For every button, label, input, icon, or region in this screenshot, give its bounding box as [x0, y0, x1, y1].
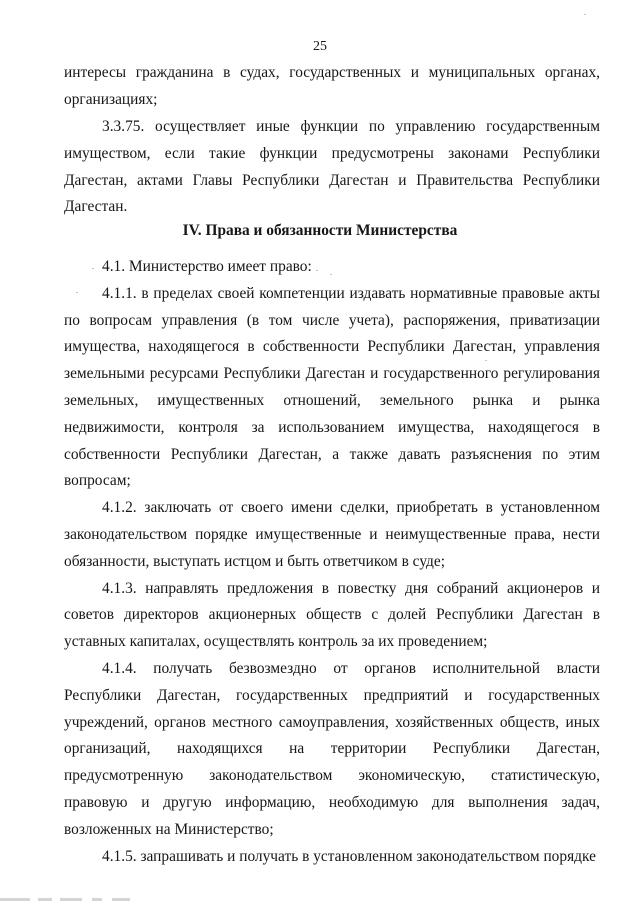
paragraph-3-3-75: 3.3.75. осуществляет иные функции по управлению государственным имуществом, если такие функции предусмотрены законами Республики Дагестан, актами Главы Республики Дагестан и Правительства Республики Дагестан.: [64, 118, 600, 216]
paragraph-4-1-2: 4.1.2. заключать от своего имени сделки, приобретать в установленном законодательством порядке имущественные и неимущественные права, нести обязанности, выступать истцом и быть ответчиком в суде;: [64, 499, 600, 570]
page-number: 25: [313, 39, 327, 54]
paragraph-4-1: 4.1. Министерство имеет право:: [102, 258, 312, 275]
section-heading: IV. Права и обязанности Министерства: [182, 222, 458, 239]
paragraph-continuation: интересы гражданина в судах, государственных и муниципальных органах, организациях;: [64, 64, 600, 108]
clause-3-3-75: [64, 114, 600, 221]
paragraph-4-1-5: 4.1.5. запрашивать и получать в установленном законодательством порядке: [102, 847, 596, 865]
scan-edge-marks: [0, 897, 640, 901]
paragraph-4-1-1: 4.1.1. в пределах своей компетенции издавать нормативные правовые акты по вопросам управления (в том числе учета), распоряжения, приватизации имущества, находящегося в собственности Республики Дагестан, управления земельными ресурсами Республики Дагестан и государственного регулирования земельных, имущественных отношений, земельного рынка и рынка недвижимости, контроля за использованием имущества, находящегося в собственности Республики Дагестан, а также давать разъяснения по этим вопросам;: [64, 284, 600, 490]
paragraph-4-1-3: 4.1.3. направлять предложения в повестку дня собраний акционеров и советов директоров акционерных обществ с долей Республики Дагестан в уставных капиталах, осуществлять контроль за их проведением;: [64, 579, 600, 651]
section-body: [64, 254, 600, 870]
paragraph-4-1-4: 4.1.4. получать безвозмездно от органов исполнительной власти Республики Дагестан, государственных предприятий и государственных учреждений, органов местного самоуправления, хозяйственных обществ, иных организаций, находящихся на территории Республики Дагестан, предусмотренную законодательством экономическую, статистическую, правовую и другую информацию, необходимую для выполнения задач, возложенных на Министерство;: [64, 659, 600, 838]
continued-paragraph: [64, 60, 600, 114]
